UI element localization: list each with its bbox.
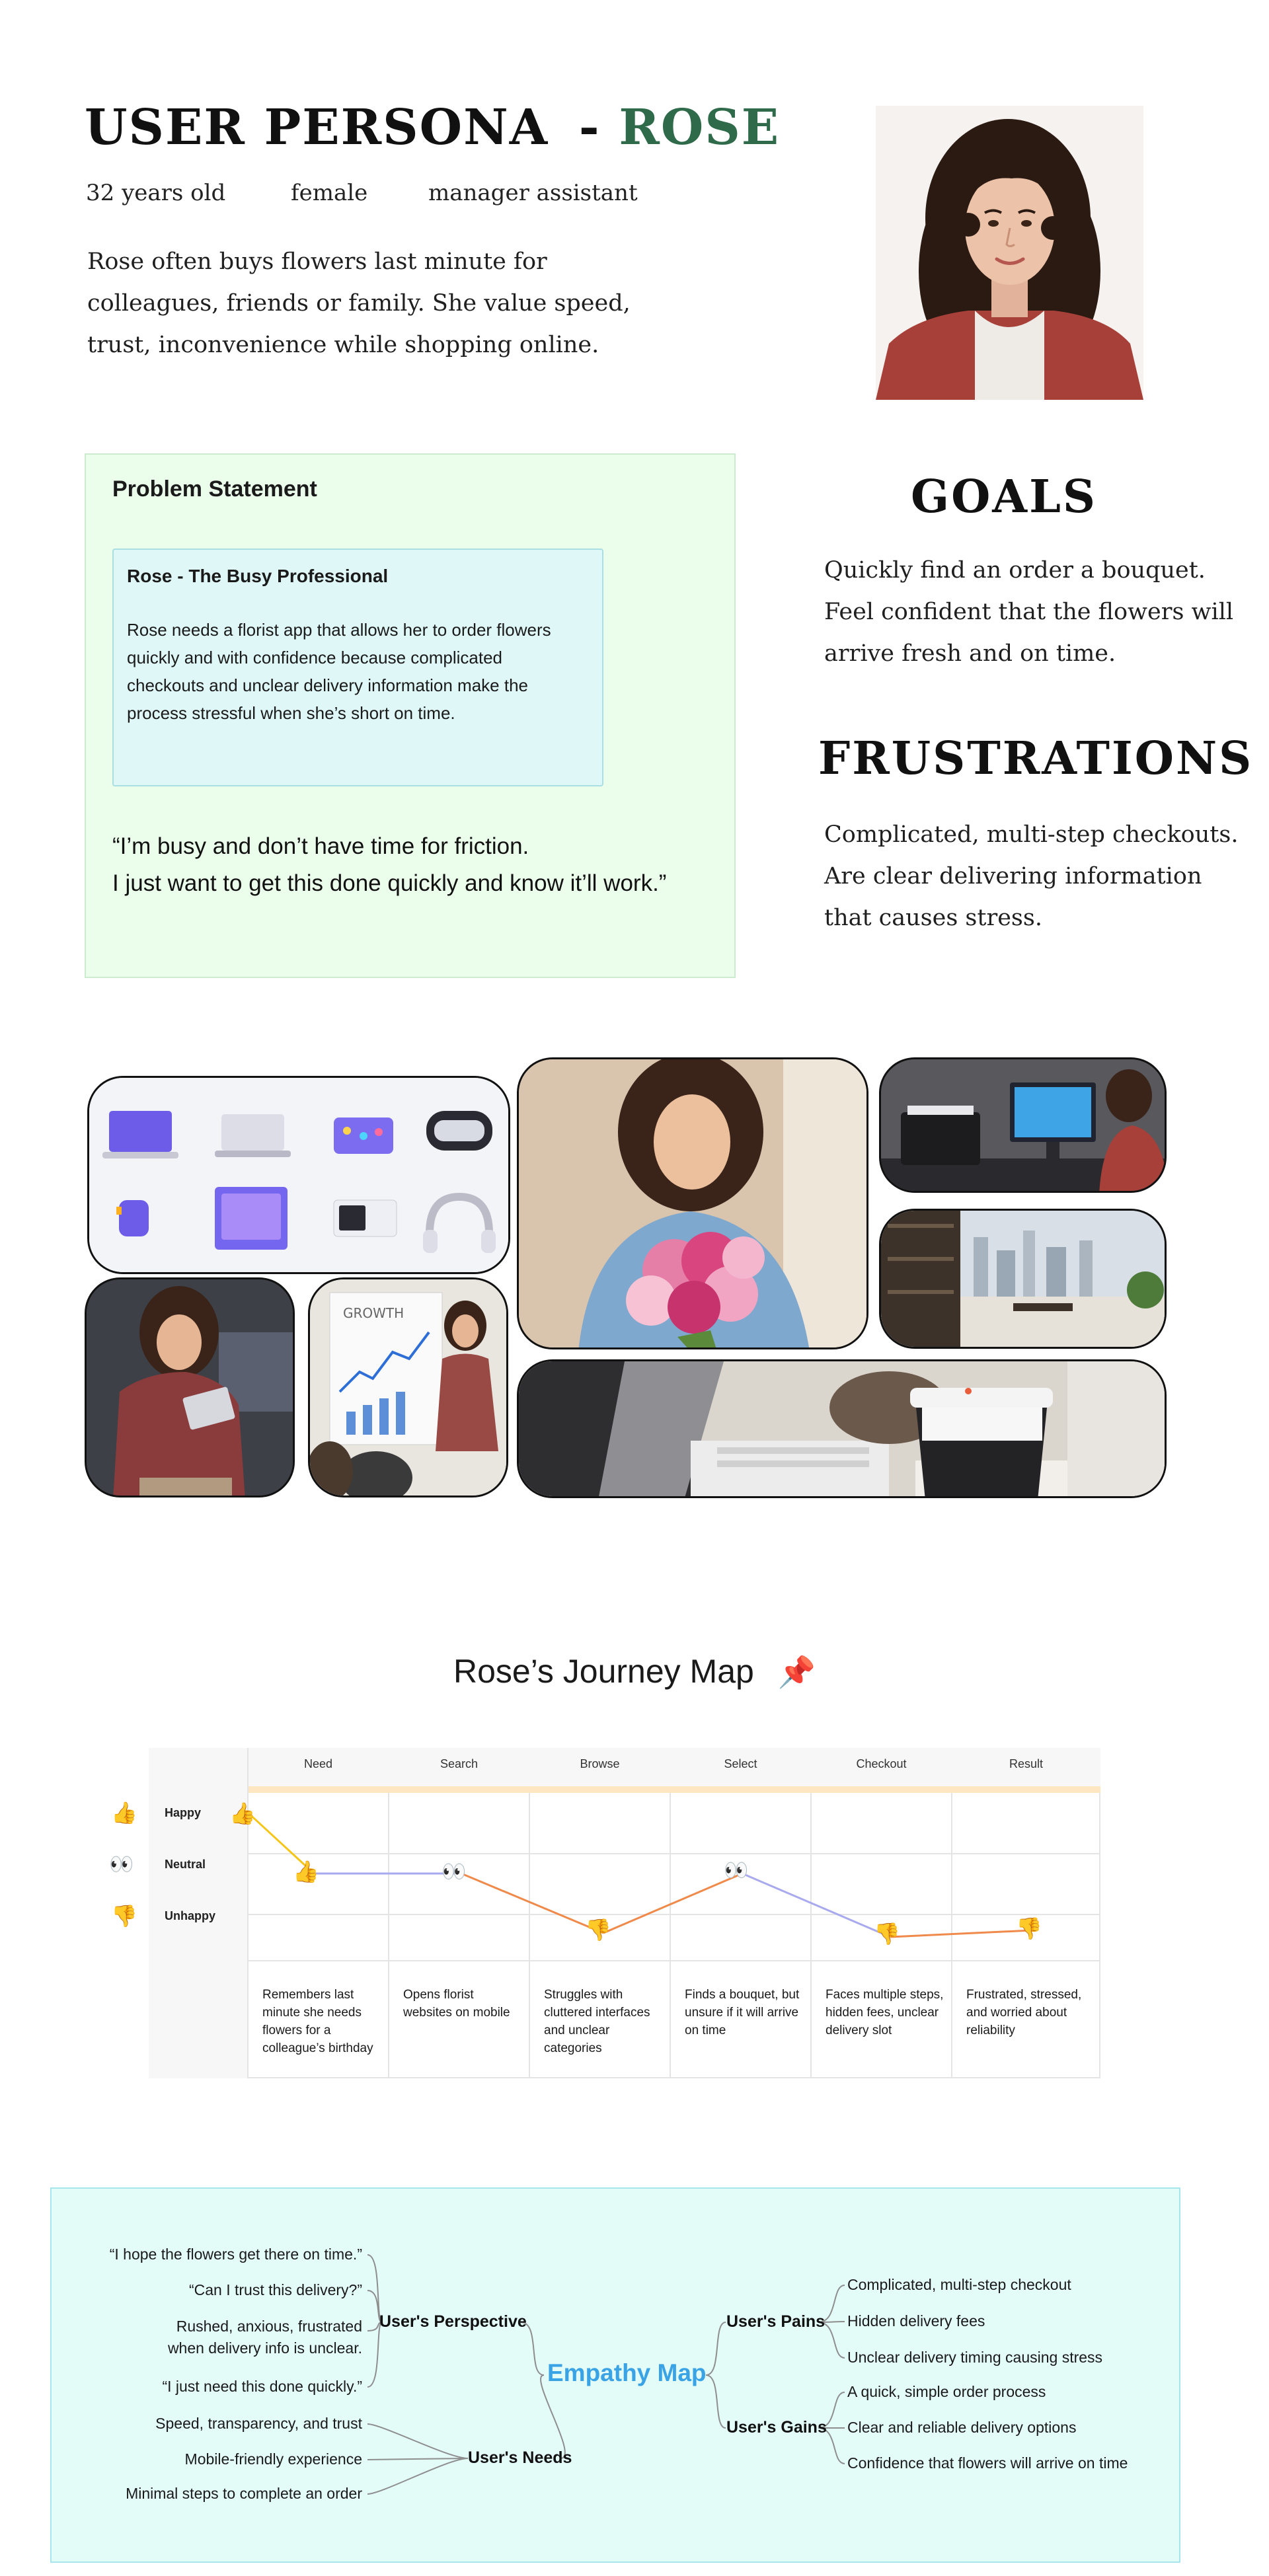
- persona-age: 32 years old: [86, 180, 226, 206]
- moodboard-devices-image: [87, 1076, 510, 1274]
- row-label-happy: Happy: [165, 1806, 202, 1819]
- persona-quote: [112, 828, 727, 902]
- moodboard-coffee-image: [517, 1359, 1167, 1498]
- frustrations-title: FRUSTRATIONS: [818, 732, 1254, 785]
- stage-header-checkout: Checkout: [856, 1757, 907, 1770]
- page-title: [85, 99, 780, 156]
- pain-item-3: Unclear delivery timing causing stress: [847, 2349, 1103, 2366]
- gain-item-2: Clear and reliable delivery options: [847, 2419, 1077, 2436]
- perspective-item-3-line-2: when delivery info is unclear.: [167, 2339, 362, 2357]
- perspective-item-4: “I just need this done quickly.”: [162, 2378, 362, 2395]
- persona-gender: female: [291, 180, 368, 206]
- stage-header-result: Result: [1009, 1757, 1044, 1770]
- mood-marker-search: 👀: [442, 1860, 467, 1883]
- problem-statement-panel: [85, 453, 736, 978]
- gain-item-1: A quick, simple order process: [847, 2383, 1046, 2400]
- needs-hub: User's Needs: [468, 2448, 572, 2467]
- empathy-map: [50, 2187, 1180, 2563]
- title-persona-name: ROSE: [619, 99, 781, 156]
- row-label-neutral: Neutral: [165, 1858, 206, 1871]
- quote-line-2: I just want to get this done quickly and know it’ll work.”: [112, 870, 667, 896]
- goals-text: Quickly find an order a bouquet. Feel confident that the flowers will arrive fresh and on time.: [824, 557, 1234, 667]
- journey-map-title-text: Rose’s Journey Map: [453, 1653, 754, 1690]
- stage-desc-checkout: Faces multiple steps, hidden fees, unclear delivery slot: [826, 1988, 944, 2037]
- perspective-hub: User's Perspective: [379, 2312, 527, 2331]
- journey-map: [149, 1748, 1100, 2078]
- title-separator: -: [578, 99, 601, 156]
- gain-item-3: Confidence that flowers will arrive on time: [847, 2454, 1128, 2472]
- neutral-legend-icon: 👀: [109, 1853, 134, 1876]
- mood-marker-select: 👀: [724, 1859, 749, 1882]
- title-main: USER PERSONA: [85, 99, 549, 156]
- persona-bio: Rose often buys flowers last minute for colleagues, friends or family. She value speed, trust, inconvenience while shopping online.: [87, 248, 631, 358]
- stage-header-browse: Browse: [580, 1757, 620, 1770]
- svg-text:GROWTH: GROWTH: [343, 1305, 404, 1321]
- persona-portrait: [876, 106, 1143, 400]
- journey-map-title: [0, 1652, 1269, 1690]
- perspective-item-3: [168, 2316, 362, 2359]
- quote-line-1: “I’m busy and don’t have time for friction.: [112, 833, 529, 859]
- moodboard-office-window-image: [879, 1209, 1167, 1349]
- problem-card-body: Rose needs a florist app that allows her to order flowers quickly and with confidence because complicated checkouts and unclear delivery information make the process stressful when she’s short on time.: [127, 620, 551, 723]
- goals-title: GOALS: [911, 471, 1097, 523]
- mood-marker-start-happy: 👍: [229, 1801, 256, 1826]
- problem-statement-title: Problem Statement: [112, 476, 317, 502]
- persona-occupation: manager assistant: [428, 180, 638, 206]
- stage-desc-search: Opens florist websites on mobile: [403, 1988, 510, 2020]
- perspective-item-1: “I hope the flowers get there on time.”: [109, 2246, 362, 2263]
- mood-marker-result: 👎: [1016, 1916, 1042, 1941]
- moodboard-presentation-image: [308, 1277, 508, 1497]
- pain-item-2: Hidden delivery fees: [847, 2312, 985, 2330]
- mood-marker-browse: 👎: [585, 1917, 611, 1942]
- need-item-1: Speed, transparency, and trust: [155, 2415, 362, 2432]
- moodboard-flowers-image: [517, 1057, 868, 1349]
- stage-header-need: Need: [303, 1757, 333, 1770]
- pushpin-icon: 📌: [777, 1654, 816, 1690]
- perspective-item-2: “Can I trust this delivery?”: [188, 2281, 362, 2298]
- mood-marker-need: 👍: [293, 1859, 319, 1884]
- unhappy-legend-icon: 👎: [111, 1903, 137, 1928]
- stage-header-select: Select: [724, 1757, 757, 1770]
- stage-desc-browse: Struggles with cluttered interfaces and unclear categories: [544, 1988, 650, 2055]
- empathy-map-center: Empathy Map: [547, 2359, 707, 2386]
- happy-legend-icon: 👍: [111, 1800, 137, 1825]
- stage-header-search: Search: [440, 1757, 479, 1770]
- stage-desc-result: Frustrated, stressed, and worried about reliability: [966, 1988, 1082, 2037]
- problem-card-title: Rose - The Busy Professional: [127, 566, 389, 586]
- mood-marker-checkout: 👎: [874, 1921, 900, 1946]
- problem-statement-card: [112, 549, 603, 786]
- gains-hub: User's Gains: [726, 2418, 827, 2437]
- row-label-unhappy: Unhappy: [165, 1909, 216, 1922]
- perspective-item-3-line-1: Rushed, anxious, frustrated: [176, 2318, 362, 2335]
- need-item-3: Minimal steps to complete an order: [126, 2485, 362, 2502]
- pains-hub: User's Pains: [726, 2312, 826, 2331]
- stage-desc-need: Remembers last minute she needs flowers for a colleague’s birthday: [262, 1988, 373, 2055]
- need-item-2: Mobile-friendly experience: [184, 2450, 362, 2468]
- moodboard-office-desk-image: [879, 1057, 1167, 1193]
- frustrations-text: Complicated, multi-step checkouts. Are clear delivering information that causes stress.: [824, 821, 1239, 931]
- stage-desc-select: Finds a bouquet, but unsure if it will arrive on time: [685, 1988, 800, 2037]
- pain-item-1: Complicated, multi-step checkout: [847, 2276, 1071, 2293]
- moodboard-tablet-image: [85, 1277, 295, 1497]
